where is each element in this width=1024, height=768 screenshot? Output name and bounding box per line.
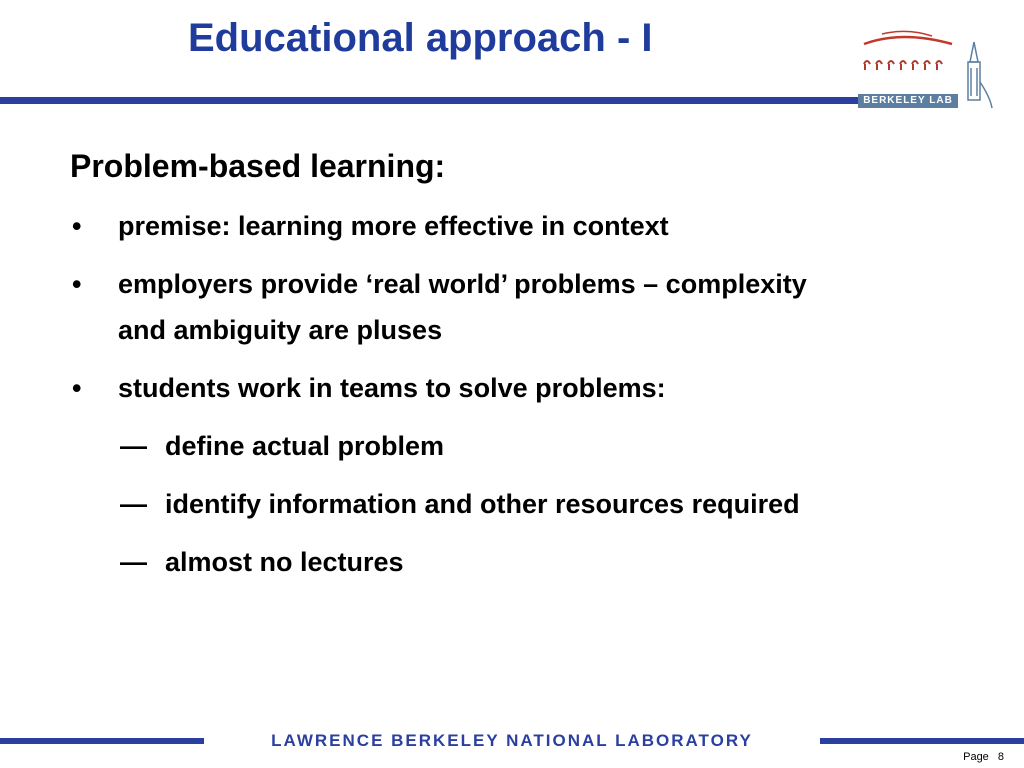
page-label: Page [963,751,989,763]
sub-item-text: identify information and other resources required [165,489,800,519]
sub-item [70,423,970,469]
bullet-icon: • [72,269,82,299]
sub-item [70,539,970,585]
footer-rule-left [0,738,204,744]
bullet-item [70,365,970,411]
footer-lab-name: LAWRENCE BERKELEY NATIONAL LABORATORY [271,731,753,750]
bullet-icon: • [72,211,82,241]
bullet-text: premise: learning more effective in context [118,211,669,241]
logo-label: BERKELEY LAB [858,94,958,108]
slide-title: Educational approach - I [188,16,653,60]
sub-item-text: define actual problem [165,431,445,461]
bullet-item [70,203,970,249]
dash-icon: — [120,489,147,519]
page-number [963,751,1004,763]
dash-icon: — [120,547,147,577]
bullet-text: employers provide ‘real world’ problems – complexity and ambiguity are pluses [118,269,807,345]
bullet-text: students work in teams to solve problems: [118,373,666,403]
sub-item [70,481,865,527]
footer-rule-right [820,738,1024,744]
bullet-icon: • [72,373,82,403]
bullet-item [70,261,818,353]
slide-content [70,148,970,597]
section-heading: Problem-based learning: [70,148,446,184]
dash-icon: — [120,431,147,461]
header-rule [0,97,858,104]
page-number-value: 8 [997,751,1004,763]
sub-item-text: almost no lectures [165,547,404,577]
